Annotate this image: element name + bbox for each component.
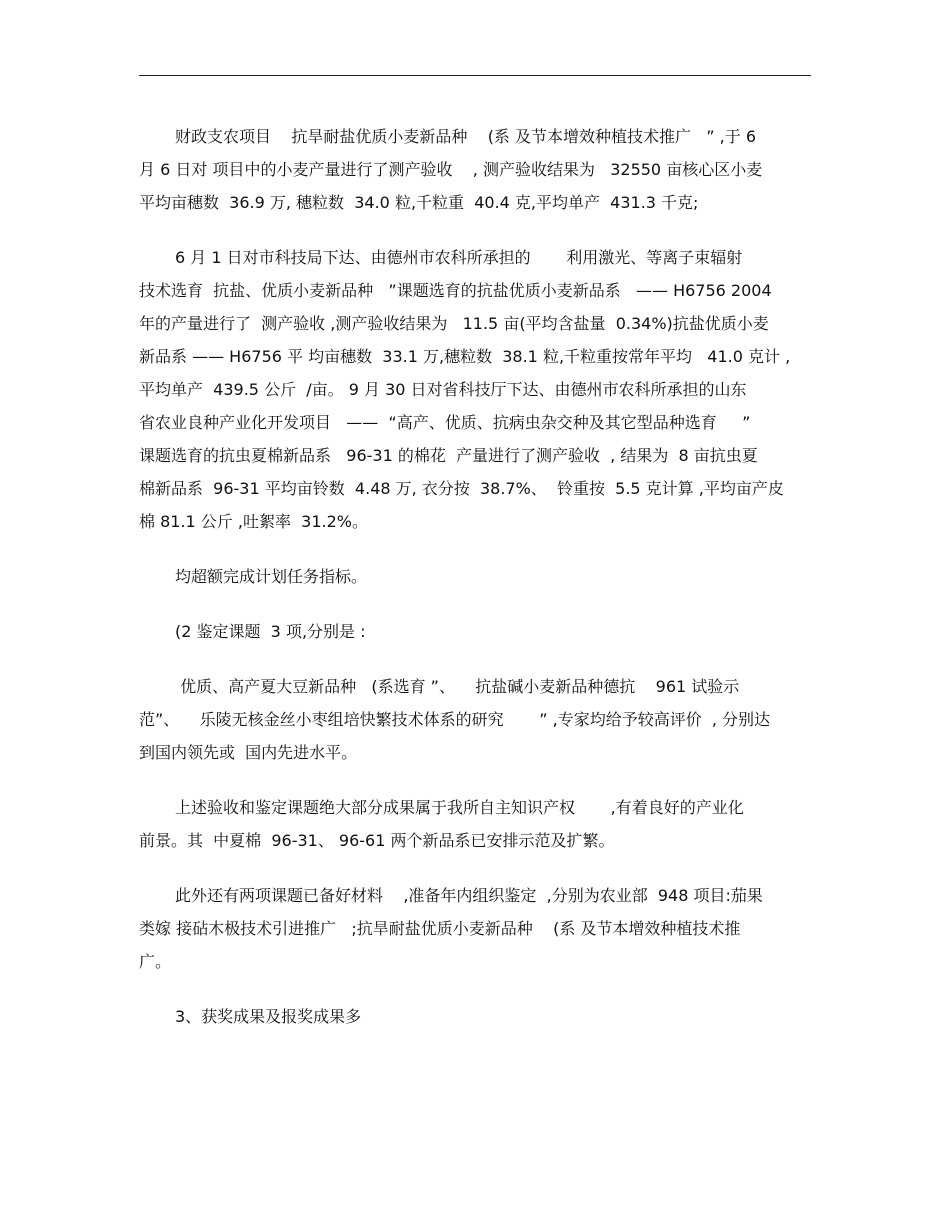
text-line: 财政支农项目 抗旱耐盐优质小麦新品种 (系 及节本增效种植技术推广 ” ,于 6 [175,127,757,146]
paragraph-intellectual-property [139,791,811,857]
text-line: 均超额完成计划任务指标。 [175,567,368,586]
paragraph-wheat-yield [139,120,811,219]
text-line: 省农业良种产业化开发项目 —— “高产、优质、抗病虫杂交种及其它型品种选育 ” [139,413,751,432]
text-line: 新品系 —— H6756 平 均亩穗数 33.1 万,穗粒数 38.1 粒,千粒重按常年平均 41.0 克计 , [139,347,791,366]
section-heading-awards [139,1000,811,1033]
text-line: (2 鉴定课题 3 项,分别是 : [175,622,366,641]
text-line: 到国内领先或 国内先进水平。 [139,743,358,762]
text-line: 广。 [139,952,172,971]
text-line: 类嫁 接砧木极技术引进推广 ;抗旱耐盐优质小麦新品种 (系 及节本增效种植技术推 [139,919,741,938]
paragraph-salt-tolerant-wheat [139,241,811,538]
text-line: 平均单产 439.5 公斤 /亩。 9 月 30 日对省科技厅下达、由德州市农科所承担的山东 [139,380,747,399]
paragraph-pending-projects [139,879,811,978]
text-line: 棉 81.1 公斤 ,吐絮率 31.2%。 [139,512,368,531]
text-line: 前景。其 中夏棉 96-31、 96-61 两个新品系已安排示范及扩繁。 [139,831,615,850]
document-body [139,120,811,1055]
text-line: 3、获奖成果及报奖成果多 [175,1007,362,1026]
paragraph-appraisal-heading [139,615,811,648]
text-line: 年的产量进行了 测产验收 ,测产验收结果为 11.5 亩(平均含盐量 0.34%)抗盐优质小麦 [139,314,769,333]
text-line: 上述验收和鉴定课题绝大部分成果属于我所自主知识产权 ,有着良好的产业化 [175,798,744,817]
header-rule [139,75,811,76]
text-line: 优质、高产夏大豆新品种 (系选育 ”、 抗盐碱小麦新品种德抗 961 试验示 [175,677,740,696]
text-line: 范”、 乐陵无核金丝小枣组培快繁技术体系的研究 ” ,专家均给予较高评价 , 分别达 [139,710,771,729]
text-line: 课题选育的抗虫夏棉新品系 96-31 的棉花 产量进行了测产验收 , 结果为 8 亩抗虫夏 [139,446,758,465]
text-line: 6 月 1 日对市科技局下达、由德州市农科所承担的 利用激光、等离子束辐射 [175,248,743,267]
paragraph-summary [139,560,811,593]
text-line: 此外还有两项课题已备好材料 ,准备年内组织鉴定 ,分别为农业部 948 项目:茄果 [175,886,763,905]
text-line: 技术选育 抗盐、优质小麦新品种 ”课题选育的抗盐优质小麦新品系 —— H6756 2004 [139,281,772,300]
text-line: 月 6 日对 项目中的小麦产量进行了测产验收 , 测产验收结果为 32550 亩核心区小麦 [139,160,763,179]
text-line: 平均亩穗数 36.9 万, 穗粒数 34.0 粒,千粒重 40.4 克,平均单产 431.3 千克; [139,193,699,212]
text-line: 棉新品系 96-31 平均亩铃数 4.48 万, 衣分按 38.7%、 铃重按 5.5 克计算 ,平均亩产皮 [139,479,784,498]
paragraph-appraisal-items [139,670,811,769]
